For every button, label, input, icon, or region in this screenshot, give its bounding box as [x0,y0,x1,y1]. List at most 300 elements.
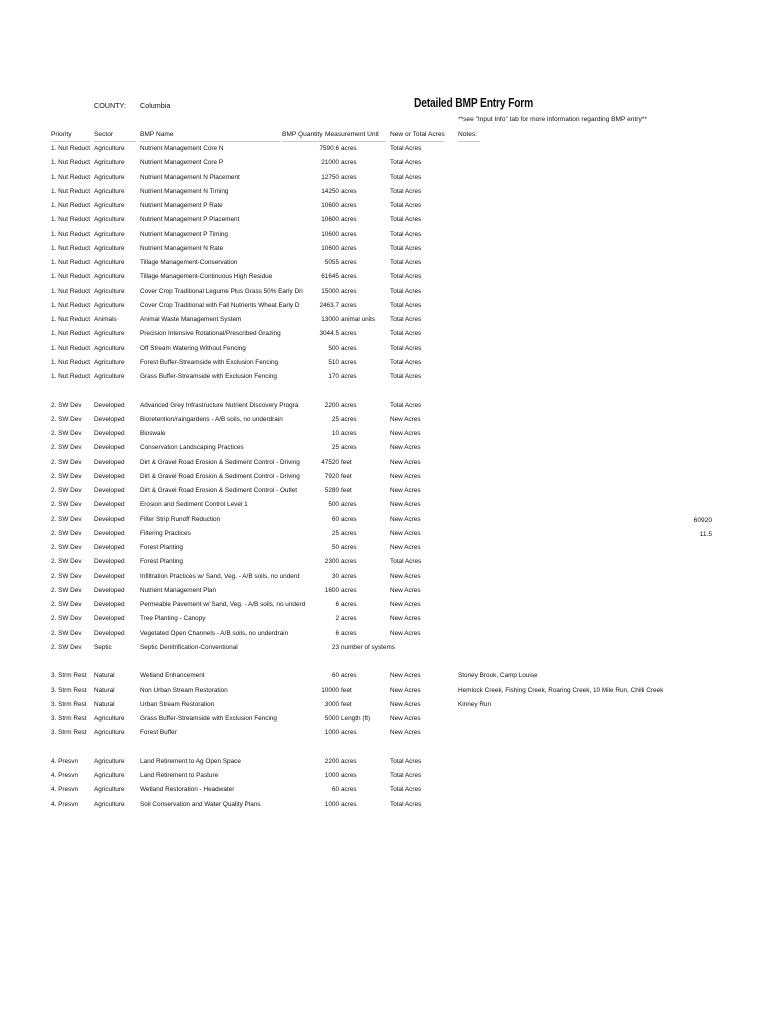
row-bmp-quantity[interactable]: 25 [331,529,339,537]
row-measurement-unit[interactable]: acres [341,501,357,509]
county-value[interactable]: Columbia [140,101,171,110]
row-bmp-name[interactable]: Tillage Management-Conservation [140,259,238,266]
row-bmp-quantity[interactable]: 7590.6 [319,145,339,152]
row-new-or-total[interactable]: New Acres [390,700,421,708]
row-bmp-quantity[interactable]: 510 [328,358,339,366]
row-bmp-name[interactable]: Grass Buffer-Streamside with Exclusion Fencing [140,715,277,722]
row-sector: Developed [94,544,125,551]
row-measurement-unit[interactable]: acres [341,800,357,808]
row-bmp-quantity[interactable]: 21000 [321,159,339,167]
row-new-or-total[interactable]: New Acres [390,615,421,623]
row-bmp-quantity[interactable]: 1000 [324,800,339,808]
blank-row [0,658,770,672]
row-measurement-unit[interactable]: acres [341,586,357,594]
table-row [0,701,770,715]
row-new-or-total[interactable]: New Acres [390,444,421,452]
row-priority: 2. SW Dev [51,629,82,637]
row-priority: 4. Presvn [51,800,78,808]
row-bmp-quantity[interactable]: 7920 [324,472,339,480]
row-bmp-quantity[interactable]: 2300 [324,558,339,566]
row-bmp-quantity[interactable]: 10600 [321,216,339,224]
row-bmp-quantity[interactable]: 10000 [321,686,339,694]
row-bmp-name[interactable]: Dirt & Gravel Road Erosion & Sediment Control - Driving [140,472,300,480]
row-sector: Developed [94,586,125,594]
row-priority: 2. SW Dev [51,615,82,623]
row-bmp-name[interactable]: Tillage Management-Continuous High Residue [140,273,273,281]
row-bmp-name[interactable]: Nutrient Management P Timing [140,230,228,238]
table-row [0,430,770,444]
table-row [0,801,770,815]
col-header-new-or-total: New or Total Acres [390,131,445,138]
row-sector: Agriculture [94,772,125,779]
table-row [0,672,770,686]
table-row [0,231,770,245]
row-measurement-unit[interactable]: feet [341,487,352,494]
row-notes[interactable]: Stoney Brook, Camp Louise [458,672,538,680]
row-measurement-unit[interactable]: feet [341,472,352,480]
table-row [0,558,770,572]
row-bmp-quantity[interactable]: 3000 [324,700,339,708]
row-sector: Agriculture [94,244,125,252]
row-measurement-unit[interactable]: acres [341,786,357,794]
row-bmp-quantity[interactable]: 61645 [321,273,339,281]
row-new-or-total[interactable]: New Acres [390,458,421,466]
row-measurement-unit[interactable]: feet [341,686,352,694]
row-measurement-unit[interactable]: acres [341,415,357,423]
row-new-or-total[interactable]: Total Acres [390,772,422,779]
row-sector: Developed [94,487,125,494]
row-measurement-unit[interactable]: acres [341,259,357,266]
row-priority: 3. Strm Rest [51,686,87,694]
row-bmp-quantity[interactable]: 1600 [324,586,339,594]
row-sector: Agriculture [94,800,125,808]
row-bmp-name[interactable]: Dirt & Gravel Road Erosion & Sediment Control - Driving [140,458,300,466]
row-bmp-name[interactable]: Nutrient Management P Rate [140,202,223,209]
row-measurement-unit[interactable]: Length (ft) [341,715,371,722]
row-bmp-name[interactable]: Permeable Pavement w/ Sand, Veg. - A/B soils, no underd [140,601,306,608]
row-sector: Developed [94,601,125,608]
col-header-bmp-quantity: BMP Quantity [282,131,323,138]
col-header-bmp-name: BMP Name [140,131,174,138]
row-measurement-unit[interactable]: acres [341,544,357,551]
row-priority: 1. Nut Reduct [51,202,91,209]
row-sector: Developed [94,529,125,537]
row-measurement-unit[interactable]: acres [341,159,357,167]
row-bmp-name[interactable]: Nutrient Management N Placement [140,173,240,181]
row-measurement-unit[interactable]: acres [341,572,357,580]
col-header-measurement-unit: Measurement Unit [325,131,379,138]
row-sector: Agriculture [94,173,125,181]
row-measurement-unit[interactable]: acres [341,344,357,352]
table-row [0,145,770,159]
row-measurement-unit[interactable]: acres [341,529,357,537]
row-sector: Agriculture [94,287,125,295]
row-bmp-name[interactable]: Forest Buffer-Streamside with Exclusion Fencing [140,358,279,366]
row-bmp-name[interactable]: Infiltration Practices w/ Sand, Veg. - A/B soils, no underd [140,572,300,580]
row-bmp-name[interactable]: Nutrient Management N Rate [140,244,224,252]
row-new-or-total[interactable]: New Acres [390,501,421,509]
row-new-or-total[interactable]: New Acres [390,415,421,423]
table-row [0,416,770,430]
row-measurement-unit[interactable]: animal units [341,316,376,323]
table-row [0,772,770,786]
row-bmp-name[interactable]: Nutrient Management Core P [140,159,224,167]
row-bmp-quantity[interactable]: 2463.7 [319,301,339,309]
row-measurement-unit[interactable]: acres [341,515,357,523]
row-bmp-quantity[interactable]: 500 [328,344,339,352]
table-row [0,259,770,273]
row-new-or-total[interactable]: Total Acres [390,373,422,380]
row-priority: 2. SW Dev [51,501,82,509]
row-new-or-total[interactable]: New Acres [390,672,421,680]
row-bmp-name[interactable]: Forest Buffer [140,729,177,737]
row-new-or-total[interactable]: New Acres [390,472,421,480]
row-new-or-total[interactable]: Total Acres [390,757,422,765]
row-sector: Agriculture [94,729,125,737]
row-measurement-unit[interactable]: acres [341,401,357,409]
row-priority: 2. SW Dev [51,601,82,608]
row-new-or-total[interactable]: New Acres [390,529,421,537]
row-new-or-total[interactable]: New Acres [390,487,421,494]
header-underline [140,141,280,142]
row-bmp-name[interactable]: Cover Crop Traditional with Fall Nutrients Wheat Early D [140,301,300,309]
row-bmp-quantity[interactable]: 25 [331,444,339,452]
row-bmp-name[interactable]: Bioretention/raingardens - A/B soils, no underdrain [140,415,283,423]
table-row [0,288,770,302]
row-priority: 1. Nut Reduct [51,316,91,323]
row-bmp-name[interactable]: Non Urban Stream Restoration [140,686,228,694]
row-bmp-name[interactable]: Nutrient Management Core N [140,145,224,152]
row-sector: Developed [94,558,125,566]
row-new-or-total[interactable]: New Acres [390,586,421,594]
row-bmp-quantity[interactable]: 10 [331,430,339,437]
row-sector: Agriculture [94,187,125,195]
row-sector: Agriculture [94,330,125,338]
row-measurement-unit[interactable]: number of systems [341,643,395,651]
table-row [0,501,770,515]
row-priority: 3. Strm Rest [51,729,87,737]
row-bmp-quantity[interactable]: 1000 [324,729,339,737]
row-bmp-name[interactable]: Forest Planting [140,558,183,566]
table-row [0,473,770,487]
row-bmp-quantity[interactable]: 170 [328,373,339,380]
row-bmp-name[interactable]: Urban Stream Restoration [140,700,215,708]
row-sector: Developed [94,415,125,423]
row-priority: 1. Nut Reduct [51,273,91,281]
table-row [0,302,770,316]
row-new-or-total[interactable]: Total Acres [390,344,422,352]
row-priority: 1. Nut Reduct [51,145,91,152]
row-bmp-name[interactable]: Wetland Enhancement [140,672,205,680]
row-bmp-quantity[interactable]: 10600 [321,202,339,209]
table-row [0,359,770,373]
row-new-or-total[interactable]: New Acres [390,572,421,580]
row-priority: 2. SW Dev [51,572,82,580]
row-sector: Septic [94,643,112,651]
row-new-or-total[interactable]: New Acres [390,544,421,551]
row-bmp-quantity[interactable]: 10600 [321,244,339,252]
row-new-or-total[interactable]: Total Acres [390,187,422,195]
row-bmp-name[interactable]: Precision Intensive Rotational/Prescribed Grazing [140,330,281,338]
row-sector: Developed [94,430,125,437]
row-measurement-unit[interactable]: acres [341,244,357,252]
row-bmp-name[interactable]: Soil Conservation and Water Quality Plans [140,800,261,808]
row-sector: Agriculture [94,216,125,224]
row-bmp-quantity[interactable]: 2200 [324,401,339,409]
table-row [0,373,770,387]
row-new-or-total[interactable]: Total Acres [390,401,422,409]
row-priority: 2. SW Dev [51,515,82,523]
row-measurement-unit[interactable]: acres [341,757,357,765]
row-new-or-total[interactable]: New Acres [390,729,421,737]
row-priority: 1. Nut Reduct [51,301,91,309]
row-bmp-name[interactable]: Nutrient Management P Placement [140,216,240,224]
row-bmp-quantity[interactable]: 12750 [321,173,339,181]
row-sector: Natural [94,700,115,708]
row-bmp-name[interactable]: Nutrient Management Plan [140,586,217,594]
row-bmp-quantity[interactable]: 5280 [324,487,339,494]
row-sector: Agriculture [94,159,125,167]
row-measurement-unit[interactable]: acres [341,173,357,181]
row-new-or-total[interactable]: Total Acres [390,230,422,238]
row-sector: Agriculture [94,757,125,765]
row-measurement-unit[interactable]: acres [341,287,357,295]
row-bmp-quantity[interactable]: 5055 [324,259,339,266]
row-bmp-quantity[interactable]: 2200 [324,757,339,765]
row-bmp-quantity[interactable]: 47520 [321,458,339,466]
row-measurement-unit[interactable]: acres [341,558,357,566]
row-new-or-total[interactable]: New Acres [390,715,421,722]
row-bmp-name[interactable]: Bioswale [140,430,166,437]
row-priority: 2. SW Dev [51,401,82,409]
row-sector: Agriculture [94,344,125,352]
row-measurement-unit[interactable]: acres [341,373,357,380]
row-sector: Agriculture [94,202,125,209]
row-bmp-quantity[interactable]: 50 [331,544,339,551]
row-measurement-unit[interactable]: acres [341,444,357,452]
row-bmp-quantity[interactable]: 5000 [324,715,339,722]
row-new-or-total[interactable]: Total Acres [390,273,422,281]
row-measurement-unit[interactable]: acres [341,430,357,437]
row-priority: 2. SW Dev [51,643,82,651]
row-measurement-unit[interactable]: feet [341,700,352,708]
row-new-or-total[interactable]: New Acres [390,430,421,437]
row-new-or-total[interactable]: Total Acres [390,330,422,338]
row-bmp-name[interactable]: Advanced Grey Infrastructure Nutrient Discovery Progra [140,401,299,409]
row-bmp-name[interactable]: Land Retirement to Pasture [140,772,219,779]
blank-row [0,387,770,401]
row-new-or-total[interactable]: Total Acres [390,173,422,181]
row-priority: 2. SW Dev [51,529,82,537]
col-header-sector: Sector [94,131,114,138]
table-row [0,487,770,501]
table-row [0,758,770,772]
row-bmp-name[interactable]: Erosion and Sediment Control Level 1 [140,501,248,509]
row-sector: Agriculture [94,273,125,281]
row-measurement-unit[interactable]: acres [341,358,357,366]
row-bmp-quantity[interactable]: 500 [328,501,339,509]
table-row [0,444,770,458]
row-priority: 2. SW Dev [51,444,82,452]
header-underline [51,141,91,142]
row-bmp-quantity[interactable]: 25 [331,415,339,423]
row-new-or-total[interactable]: New Acres [390,686,421,694]
row-measurement-unit[interactable]: acres [341,672,357,680]
header-underline [390,141,444,142]
input-info-note: **see "Input Info" tab for more information regarding BMP entry** [458,116,647,123]
row-sector: Agriculture [94,373,125,380]
row-bmp-quantity[interactable]: 6 [335,601,339,608]
row-bmp-name[interactable]: Conservation Landscaping Practices [140,444,244,452]
row-priority: 2. SW Dev [51,472,82,480]
table-row [0,587,770,601]
row-new-or-total[interactable]: New Acres [390,601,421,608]
row-bmp-name[interactable]: Grass Buffer-Streamside with Exclusion Fencing [140,373,277,380]
row-bmp-name[interactable]: Nutrient Management N Timing [140,187,229,195]
row-measurement-unit[interactable]: acres [341,187,357,195]
row-notes[interactable]: Hemlock Creek, Fishing Creek, Roaring Creek, 10 Mile Run, Chilli Creek [458,686,664,694]
row-priority: 2. SW Dev [51,487,82,494]
row-new-or-total[interactable]: Total Acres [390,800,422,808]
row-measurement-unit[interactable]: acres [341,273,357,281]
table-row [0,729,770,743]
row-bmp-name[interactable]: Wetland Restoration - Headwater [140,786,235,794]
col-header-priority: Priority [51,131,72,138]
table-row [0,202,770,216]
table-row [0,188,770,202]
row-bmp-name[interactable]: Tree Planting - Canopy [140,615,206,623]
row-bmp-name[interactable]: Forest Planting [140,544,183,551]
table-row [0,174,770,188]
table-row [0,644,770,658]
row-bmp-quantity[interactable]: 3044.5 [319,330,339,338]
row-bmp-quantity[interactable]: 6 [335,629,339,637]
table-row [0,630,770,644]
header-underline [282,141,386,142]
table-row [0,402,770,416]
row-bmp-quantity[interactable]: 23 [331,643,339,651]
row-bmp-name[interactable]: Dirt & Gravel Road Erosion & Sediment Control - Outlet [140,487,297,494]
row-priority: 2. SW Dev [51,458,82,466]
row-new-or-total[interactable]: Total Acres [390,786,422,794]
row-bmp-quantity[interactable]: 10600 [321,230,339,238]
row-measurement-unit[interactable]: acres [341,230,357,238]
row-bmp-quantity[interactable]: 30 [331,572,339,580]
row-measurement-unit[interactable]: acres [341,202,357,209]
side-value-1: 60920 [693,517,712,524]
row-bmp-quantity[interactable]: 13000 [321,316,339,323]
row-measurement-unit[interactable]: acres [341,772,357,779]
row-sector: Agriculture [94,230,125,238]
table-row [0,573,770,587]
row-bmp-name[interactable]: Septic Denitrification-Conventional [140,643,238,651]
row-priority: 1. Nut Reduct [51,344,91,352]
page-title: Detailed BMP Entry Form [414,96,534,110]
row-bmp-name[interactable]: Vegetated Open Channels - A/B soils, no underdrain [140,629,289,637]
row-new-or-total[interactable]: New Acres [390,515,421,523]
row-bmp-quantity[interactable]: 60 [331,515,339,523]
row-priority: 1. Nut Reduct [51,287,91,295]
row-new-or-total[interactable]: Total Acres [390,558,422,566]
row-sector: Agriculture [94,301,125,309]
row-measurement-unit[interactable]: acres [341,601,357,608]
row-new-or-total[interactable]: Total Acres [390,259,422,266]
county-label: COUNTY: [94,101,126,110]
row-priority: 3. Strm Rest [51,672,87,680]
row-bmp-name[interactable]: Land Retirement to Ag Open Space [140,757,241,765]
row-bmp-quantity[interactable]: 60 [331,786,339,794]
row-measurement-unit[interactable]: acres [341,216,357,224]
row-priority: 1. Nut Reduct [51,244,91,252]
header-underline [458,141,480,142]
row-bmp-name[interactable]: Off Stream Watering Without Fencing [140,344,246,352]
table-row [0,615,770,629]
row-measurement-unit[interactable]: acres [341,629,357,637]
row-sector: Natural [94,672,115,680]
row-sector: Agriculture [94,145,125,152]
row-bmp-quantity[interactable]: 14250 [321,187,339,195]
row-notes[interactable]: Kinney Run [458,700,492,708]
row-measurement-unit[interactable]: acres [341,145,357,152]
row-new-or-total[interactable]: Total Acres [390,358,422,366]
row-bmp-quantity[interactable]: 60 [331,672,339,680]
row-priority: 1. Nut Reduct [51,259,91,266]
row-sector: Agriculture [94,786,125,794]
row-sector: Developed [94,458,125,466]
row-priority: 2. SW Dev [51,558,82,566]
row-sector: Developed [94,615,125,623]
row-bmp-quantity[interactable]: 2 [335,615,339,623]
row-measurement-unit[interactable]: acres [341,301,357,309]
row-new-or-total[interactable]: Total Acres [390,287,422,295]
row-new-or-total[interactable]: Total Acres [390,244,422,252]
table-row [0,330,770,344]
row-priority: 2. SW Dev [51,430,82,437]
table-row [0,159,770,173]
table-row [0,316,770,330]
table-row [0,245,770,259]
row-new-or-total[interactable]: Total Acres [390,145,422,152]
blank-row [0,744,770,758]
row-sector: Agriculture [94,358,125,366]
row-priority: 1. Nut Reduct [51,230,91,238]
row-priority: 1. Nut Reduct [51,330,91,338]
row-bmp-name[interactable]: Cover Crop Traditional Legume Plus Grass 50% Early Dri [140,287,303,295]
row-bmp-name[interactable]: Filtering Practices [140,529,191,537]
row-measurement-unit[interactable]: acres [341,615,357,623]
row-bmp-quantity[interactable]: 1000 [324,772,339,779]
row-new-or-total[interactable]: New Acres [390,629,421,637]
row-sector: Natural [94,686,115,694]
row-priority: 2. SW Dev [51,415,82,423]
row-priority: 4. Presvn [51,757,78,765]
row-new-or-total[interactable]: Total Acres [390,301,422,309]
row-new-or-total[interactable]: Total Acres [390,316,422,323]
row-new-or-total[interactable]: Total Acres [390,159,422,167]
header-underline [94,141,136,142]
row-measurement-unit[interactable]: acres [341,729,357,737]
table-row [0,544,770,558]
row-bmp-name[interactable]: Filter Strip Runoff Reduction [140,515,221,523]
row-measurement-unit[interactable]: acres [341,330,357,338]
row-measurement-unit[interactable]: feet [341,458,352,466]
row-priority: 4. Presvn [51,786,78,794]
row-bmp-quantity[interactable]: 15000 [321,287,339,295]
row-sector: Developed [94,515,125,523]
row-bmp-name[interactable]: Animal Waste Management System [140,316,242,323]
row-new-or-total[interactable]: Total Acres [390,216,422,224]
row-new-or-total[interactable]: Total Acres [390,202,422,209]
